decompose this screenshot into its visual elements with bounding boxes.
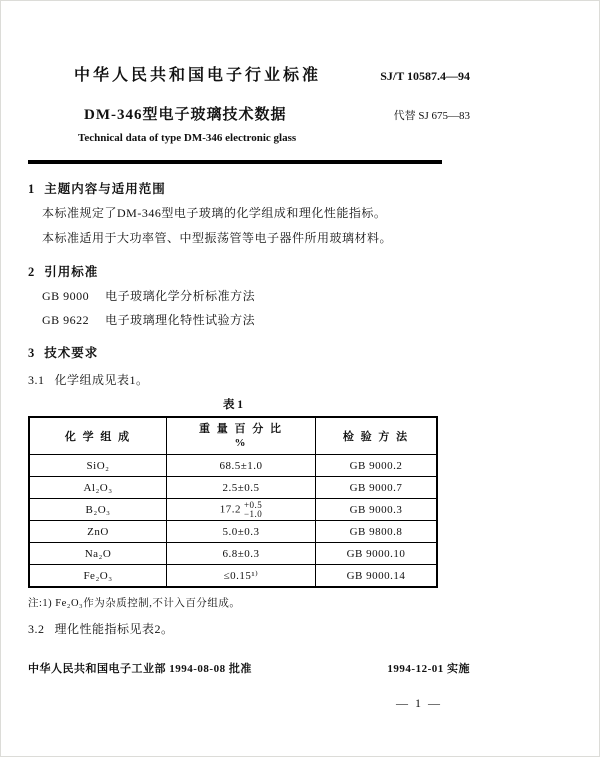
section-1-paragraph-2: 本标准适用于大功率管、中型振荡管等电子器件所用玻璃材料。	[42, 231, 393, 245]
table-footnote: 注:1) Fe₂O₃作为杂质控制,不计入百分组成。	[28, 598, 241, 609]
component-cell: Al₂O₃	[29, 477, 167, 499]
chemical-composition-table	[28, 416, 438, 588]
reference-code: GB 9000	[42, 289, 90, 303]
method-cell: GB 9000.10	[316, 543, 438, 565]
table-row	[29, 455, 437, 477]
table-1-caption: 表 1	[222, 399, 244, 411]
component-cell: ZnO	[29, 521, 167, 543]
value-cell: 5.0±0.3	[167, 521, 316, 543]
section-2-heading	[28, 262, 470, 280]
table-row	[29, 521, 437, 543]
component-cell: Fe₂O₃	[29, 565, 167, 588]
header-row-1	[28, 62, 470, 85]
method-cell: GB 9000.7	[316, 477, 438, 499]
reference-standard	[28, 311, 470, 328]
reference-standard	[28, 287, 470, 304]
reference-title: 电子玻璃化学分析标准方法	[105, 289, 256, 303]
section-3-title: 技术要求	[44, 346, 99, 360]
section-1-paragraph-1: 本标准规定了DM-346型电子玻璃的化学组成和理化性能指标。	[42, 206, 387, 220]
table-row	[29, 499, 437, 521]
reference-title: 电子玻璃理化特性试验方法	[105, 313, 256, 327]
implementation-date: 1994-12-01 实施	[387, 663, 470, 675]
column-header-weight-percent	[167, 417, 316, 455]
document-content	[28, 62, 470, 637]
document-footer	[28, 660, 470, 676]
section-1-title: 主题内容与适用范围	[44, 182, 166, 196]
replaces-note: 代替 SJ 675—83	[393, 110, 470, 122]
section-1-heading	[28, 179, 470, 197]
section-1-number: 1	[28, 182, 35, 196]
column-header-weight-percent-unit: %	[234, 437, 248, 449]
table-row	[29, 543, 437, 565]
standard-org-title: 中华人民共和国电子行业标准	[74, 67, 322, 84]
value-cell	[167, 499, 316, 521]
clause-3-2-number: 3.2	[28, 622, 45, 636]
reference-code: GB 9622	[42, 313, 90, 327]
value-base: 17.2	[219, 503, 241, 516]
section-2-number: 2	[28, 265, 35, 279]
table-header-row	[29, 417, 437, 455]
section-3-number: 3	[28, 346, 35, 360]
document-title-en: Technical data of type DM-346 electronic glass	[78, 132, 297, 144]
table-row	[29, 477, 437, 499]
section-2-title: 引用标准	[44, 265, 99, 279]
page-number: — 1 —	[396, 696, 442, 710]
method-cell: GB 9000.3	[316, 499, 438, 521]
method-cell: GB 9800.8	[316, 521, 438, 543]
clause-3-1-text: 化学组成见表1。	[54, 373, 149, 387]
component-cell: B₂O₃	[29, 499, 167, 521]
clause-3-1-number: 3.1	[28, 373, 45, 387]
tolerance-plus: +0.5	[243, 499, 263, 510]
document-title-cn: DM-346型电子玻璃技术数据	[84, 107, 287, 123]
table-row	[29, 565, 437, 588]
clause-3-1	[28, 371, 470, 388]
column-header-method: 检 验 方 法	[316, 417, 438, 455]
column-header-component: 化 学 组 成	[29, 417, 167, 455]
column-header-weight-percent-line1: 重 量 百 分 比	[199, 423, 283, 435]
tolerance-stack	[244, 501, 262, 519]
header-rule	[28, 160, 442, 164]
component-cell: SiO₂	[29, 455, 167, 477]
approval-line: 中华人民共和国电子工业部 1994-08-08 批准	[28, 663, 252, 675]
component-cell: Na₂O	[29, 543, 167, 565]
table-body	[29, 455, 437, 588]
clause-3-2	[28, 620, 470, 637]
method-cell: GB 9000.2	[316, 455, 438, 477]
standard-number: SJ/T 10587.4—94	[380, 69, 470, 83]
tolerance-minus: −1.0	[243, 508, 263, 519]
value-cell: 6.8±0.3	[167, 543, 316, 565]
value-cell: 2.5±0.5	[167, 477, 316, 499]
header-row-2	[28, 103, 470, 124]
value-cell: ≤0.15¹⁾	[167, 565, 316, 588]
clause-3-2-text: 理化性能指标见表2。	[54, 622, 174, 636]
section-3-heading	[28, 343, 470, 361]
value-cell: 68.5±1.0	[167, 455, 316, 477]
method-cell: GB 9000.14	[316, 565, 438, 588]
